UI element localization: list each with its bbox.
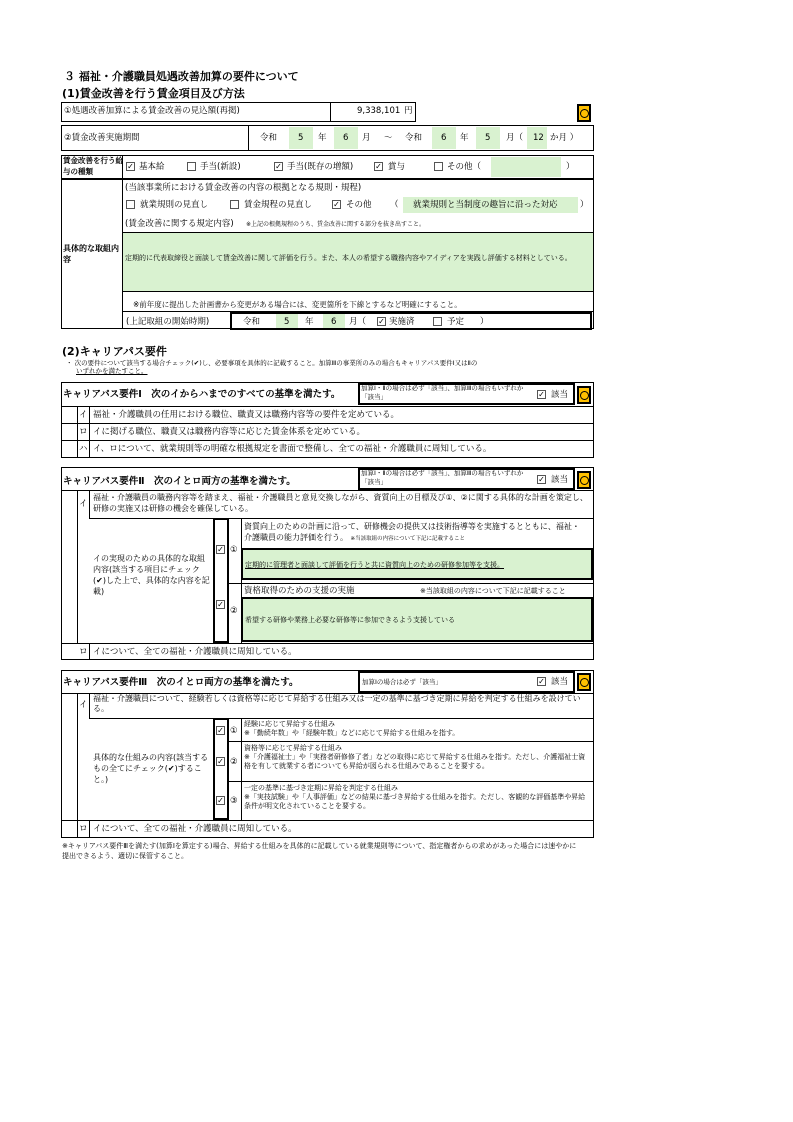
start-year[interactable]: 5 (284, 317, 290, 327)
period-end-era: 令和 (405, 133, 423, 143)
req3-item1-num: ① (230, 726, 238, 736)
expected-amount-value: 9,338,101 (357, 106, 401, 116)
req2-item1-checkbox[interactable]: ✓ (217, 545, 224, 554)
rule-other-paren-close: ） (580, 200, 589, 210)
req3-item3-desc: ※「実技試験」や「人事評価」などの結果に基づき昇給する仕組みを指す。ただし、客観的な評価基準や昇給条件が明文化されていることを要する。 (244, 793, 586, 810)
salary-basic-checkbox[interactable]: ✓ (127, 162, 134, 171)
req2-left-label: イの実現のための具体的な取組内容(該当する項目にチェック(✔)した上で、具体的な内容を記載) (93, 554, 210, 596)
req2-applicable-checkbox[interactable]: ✓ (538, 475, 545, 484)
salary-new-allowance-checkbox[interactable] (187, 162, 196, 171)
initiative-content-text[interactable]: 定期的に代表取締役と面談して賃金改善に関して評価を行う。また、本人の希望する職務内容やアイディアを実践し評価する材料としている。 (123, 232, 593, 292)
change-note: ※前年度に提出した計画書から変更がある場合には、変更箇所を下線とするなど明確にすること。 (133, 300, 462, 309)
specific-initiative-label: 具体的な取組内容 (63, 244, 119, 264)
req3-applicable-checkbox[interactable]: ✓ (538, 677, 545, 686)
salary-basic-label: 基本給 (139, 162, 165, 172)
req3-item1-title: 経験に応じて昇給する仕組み (244, 720, 335, 728)
salary-other-label: その他（ (447, 162, 482, 172)
req2-item1-num: ① (230, 545, 238, 555)
start-close: ） (480, 317, 489, 327)
expected-amount-unit: 円 (404, 106, 413, 116)
period-months-unit: か月 ） (550, 133, 579, 143)
rule-wage-checkbox[interactable] (230, 200, 239, 209)
start-month-unit: 月（ (349, 317, 367, 327)
salary-existing-allowance-label: 手当(既存の増額) (287, 162, 354, 172)
req1-row-i-text: 福祉・介護職員の任用における職位、職責又は職務内容等の要件を定めている。 (93, 410, 400, 420)
footnote: ※キャリアパス要件Ⅲを満たす(加算Ⅰを算定する)場合、昇給する仕組みを具体的に記載している就業規則等について、指定権者からの求めがあった場合には速やかに提出できるよう、適切に保管すること。 (62, 842, 577, 860)
period-start-year-unit: 年 (318, 133, 327, 143)
salary-other-input[interactable] (491, 157, 561, 177)
req3-left-label: 具体的な仕組みの内容(該当するもの全てにチェック(✔)すること。) (93, 753, 209, 784)
req2-item1-text: 資質向上のための計画に沿って、研修機会の提供又は技術指導等を実施するとともに、福祉・介護職員の能力評価を行う。 ※当該取組の内容について下記に記載すること (244, 522, 580, 542)
req2-checkbox-column (213, 518, 229, 643)
req2-item2-small: ※当該取組の内容について下記に記載すること (420, 587, 566, 595)
req1-applicable-label: 該当 (551, 390, 569, 400)
rule-other-paren-open: （ (390, 200, 399, 210)
req3-item3-num: ③ (230, 796, 238, 806)
req3-item2-checkbox[interactable]: ✓ (217, 757, 224, 766)
start-month[interactable]: 6 (331, 317, 337, 327)
req2-title: キャリアパス要件Ⅱ 次のイとロ両方の基準を満たす。 (63, 476, 296, 487)
rule-employment-checkbox[interactable] (126, 200, 135, 209)
subsection-2-note-2: いずれかを満たすこと。 (76, 367, 148, 375)
rule-wage-label: 賃金規程の見直し (244, 200, 313, 210)
req1-row-ro-mark: ロ (79, 427, 88, 437)
status-indicator-icon (577, 104, 591, 122)
req3-i-mark: イ (79, 700, 88, 710)
rule-employment-label: 就業規則の見直し (140, 200, 209, 210)
req2-ro-text: イについて、全ての福祉・介護職員に周知している。 (93, 647, 297, 657)
rule-other-text: 就業規則と当制度の趣旨に沿った対応 (413, 200, 558, 210)
salary-bonus-checkbox[interactable]: ✓ (375, 162, 382, 171)
req2-note: 加算Ⅰ・Ⅱの場合は必ず「該当」、加算Ⅲの場合もいずれか「該当」 (361, 469, 524, 486)
period-tilde: 〜 (384, 133, 393, 143)
salary-new-allowance-label: 手当(新設) (200, 162, 241, 172)
salary-other-close: ） (566, 162, 575, 172)
period-end-year[interactable]: 6 (441, 133, 447, 143)
req3-item2-num: ② (230, 757, 238, 767)
rule-header: (当該事業所における賃金改善の内容の根拠となる規則・規程) (125, 183, 362, 193)
period-start-era: 令和 (260, 133, 278, 143)
req3-ro-text: イについて、全ての福祉・介護職員に周知している。 (93, 824, 297, 834)
req2-item2-num: ② (230, 606, 238, 616)
salary-type-label: 賃金改善を行う給与の種類 (63, 156, 123, 176)
req1-row-ha-text: イ、ロについて、就業規則等の明確な根拠規定を書面で整備し、全ての福祉・介護職員に周知している。 (93, 444, 492, 454)
period-start-year[interactable]: 5 (298, 133, 304, 143)
subsection-1-title: (1)賃金改善を行う賃金項目及び方法 (62, 87, 245, 100)
expected-amount-label: ①処遇改善加算による賃金改善の見込額(再掲) (64, 106, 240, 116)
req2-i-mark: イ (79, 499, 88, 509)
req3-item3-title: 一定の基準に基づき定期に昇給を判定する仕組み (244, 784, 398, 792)
period-start-month-unit: 月 (362, 133, 371, 143)
start-era: 令和 (243, 317, 261, 327)
start-planned-label: 予定 (447, 317, 465, 327)
start-done-checkbox[interactable]: ✓ (378, 317, 385, 326)
start-year-unit: 年 (305, 317, 314, 327)
period-months[interactable]: 12 (533, 133, 544, 143)
start-period-label: (上記取組の開始時期) (126, 317, 210, 327)
rule-other-label: その他 (346, 200, 372, 210)
salary-existing-allowance-checkbox[interactable]: ✓ (275, 162, 282, 171)
period-end-month[interactable]: 5 (485, 133, 491, 143)
rule-note-label: (賃金改善に関する規定内容) (125, 219, 234, 229)
req1-row-ha-mark: ハ (79, 444, 88, 454)
req3-applicable-label: 該当 (551, 677, 569, 687)
req2-item1-content[interactable]: 定期的に管理者と面談して評価を行うと共に資質向上のための研修参加等を支援。 (241, 548, 593, 580)
period-start-month[interactable]: 6 (343, 133, 349, 143)
req3-title: キャリアパス要件Ⅲ 次のイとロ両方の基準を満たす。 (63, 677, 299, 688)
period-end-month-unit: 月（ (506, 133, 524, 143)
req1-row-i-mark: イ (79, 410, 88, 420)
req3-ro-mark: ロ (79, 824, 88, 834)
req3-i-text: 福祉・介護職員について、経験若しくは資格等に応じて昇給する仕組み又は一定の基準に基づき定期に昇給を判定する仕組みを設けている。 (93, 694, 581, 713)
req3-item1-checkbox[interactable]: ✓ (217, 726, 224, 735)
req1-title: キャリアパス要件Ⅰ 次のイからハまでのすべての基準を満たす。 (63, 389, 341, 400)
start-done-label: 実施済 (389, 317, 415, 327)
req3-item2-desc: ※「介護福祉士」や「実務者研修修了者」などの取得に応じて昇給する仕組みを指す。ただし、介護福祉士資格を有して就業する者についても昇給が図られる仕組みであることを要する。 (244, 753, 586, 770)
req3-item1-desc: ※「勤続年数」や「経験年数」などに応じて昇給する仕組みを指す。 (244, 729, 460, 737)
req1-row-ro-text: イに掲げる職位、職責又は職務内容等に応じた賃金体系を定めている。 (93, 427, 366, 437)
req2-item2-content[interactable]: 希望する研修や業務上必要な研修等に参加できるよう支援している (241, 597, 593, 642)
req2-item2-text: 資格取得のための支援の実施 (244, 586, 355, 596)
subsection-2-note-1: ・ 次の要件について該当する場合チェック(✔)し、必要事項を具体的に記載すること。加算Ⅲの事業所のみの場合もキャリアパス要件Ⅰ又はⅡの (66, 359, 478, 367)
req3-note: 加算Ⅰの場合は必ず「該当」 (362, 678, 442, 686)
start-planned-checkbox[interactable] (433, 317, 442, 326)
req2-item1-small: ※当該取組の内容について下記に記載すること (350, 536, 466, 542)
req1-status-icon (577, 386, 591, 404)
req1-note: 加算Ⅰ・Ⅱの場合は必ず「該当」、加算Ⅲの場合もいずれか「該当」 (361, 384, 524, 401)
req2-i-text: 福祉・介護職員の職務内容等を踏まえ、福祉・介護職員と意見交換しながら、資質向上の目標及び①、②に関する具体的な計画を策定し、研修の実施又は研修の機会を確保している。 (93, 493, 588, 513)
rule-note-small: ※上記の根拠規程のうち、賃金改善に関する部分を抜き出すこと。 (246, 221, 426, 228)
req2-status-icon (577, 471, 591, 489)
section-title: ３ 福祉・介護職員処遇改善加算の要件について (64, 70, 299, 83)
req2-item2-checkbox[interactable]: ✓ (217, 600, 224, 609)
implementation-period-label: ②賃金改善実施期間 (64, 133, 140, 143)
req1-applicable-checkbox[interactable]: ✓ (538, 390, 545, 399)
subsection-2-title: (2)キャリアパス要件 (62, 345, 167, 358)
req3-item3-checkbox[interactable]: ✓ (217, 796, 224, 805)
req3-status-icon (577, 673, 591, 691)
salary-other-checkbox[interactable] (434, 162, 443, 171)
rule-other-checkbox[interactable]: ✓ (333, 200, 340, 209)
req2-applicable-label: 該当 (551, 475, 569, 485)
req3-item2-title: 資格等に応じて昇給する仕組み (244, 744, 342, 752)
req2-ro-mark: ロ (79, 647, 88, 657)
period-end-year-unit: 年 (460, 133, 469, 143)
salary-bonus-label: 賞与 (388, 162, 406, 172)
